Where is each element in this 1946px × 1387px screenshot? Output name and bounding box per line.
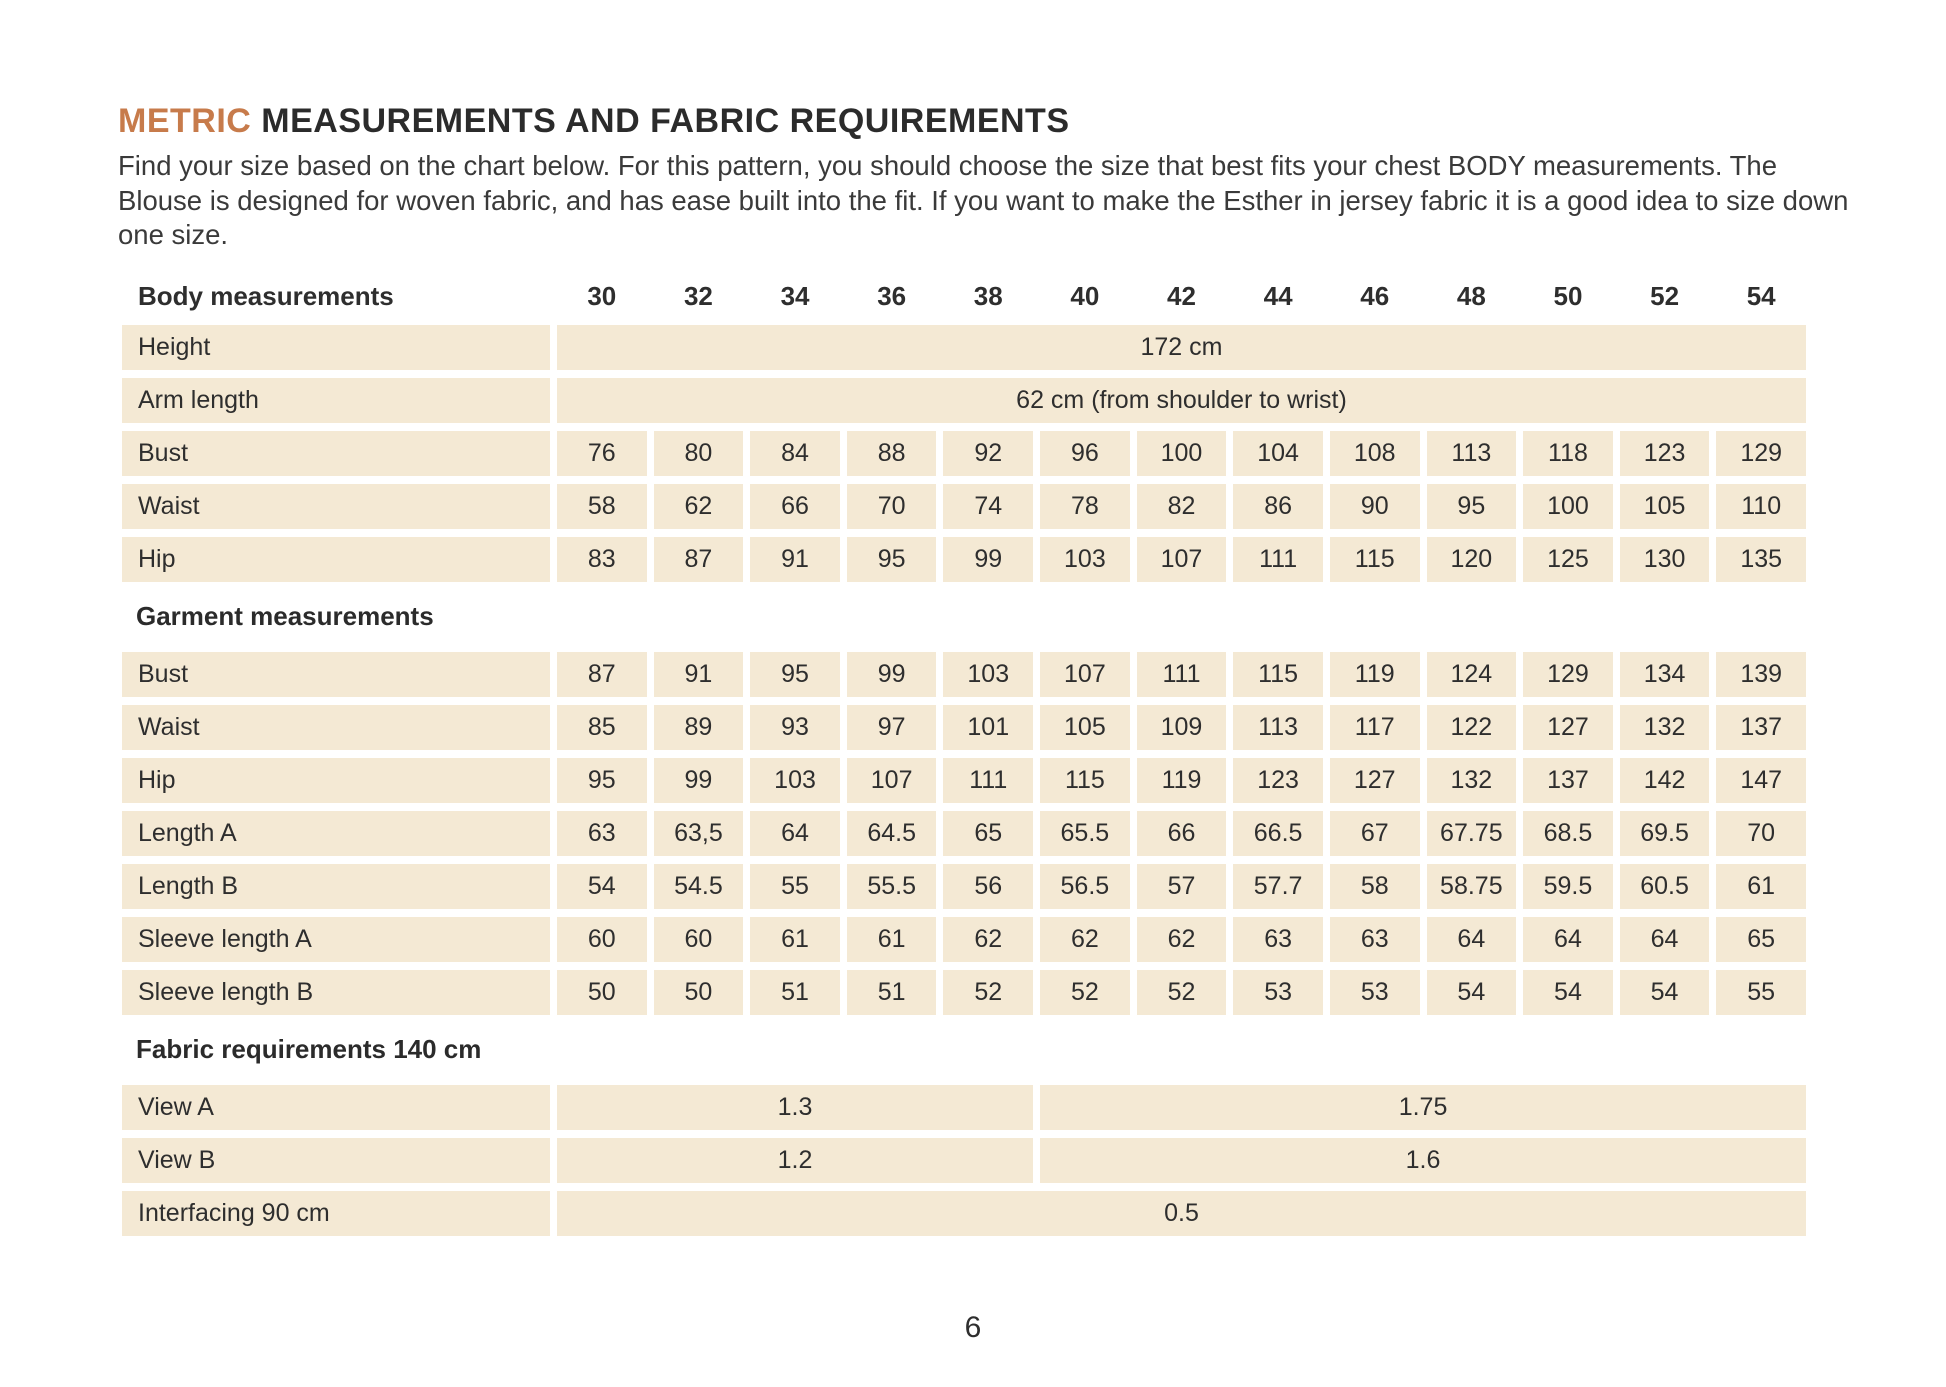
value-cell: 115 [1040,758,1130,803]
value-cell: 87 [654,537,744,582]
row-label: Interfacing 90 cm [122,1191,550,1236]
value-cell: 89 [654,705,744,750]
value-cell: 59.5 [1523,864,1613,909]
value-cell: 132 [1427,758,1517,803]
value-cell: 68.5 [1523,811,1613,856]
row-label: View B [122,1138,550,1183]
size-header-cell: 54 [1746,281,1776,311]
section-header: Garment measurements [136,601,434,631]
value-cell: 58.75 [1427,864,1517,909]
value-cell: 117 [1330,705,1420,750]
row-label: Sleeve length B [122,970,550,1015]
row-label: Waist [122,484,550,529]
value-cell: 91 [654,652,744,697]
value-cell: 86 [1233,484,1323,529]
value-cell: 96 [1040,431,1130,476]
value-cell: 54 [1427,970,1517,1015]
value-cell: 101 [943,705,1033,750]
size-header-cell: 50 [1553,281,1583,311]
size-header-cell: 40 [1070,281,1100,311]
value-cell: 65.5 [1040,811,1130,856]
value-cell: 54 [1620,970,1710,1015]
value-cell: 93 [750,705,840,750]
value-cell: 95 [750,652,840,697]
row-label: Sleeve length A [122,917,550,962]
value-cell: 51 [847,970,937,1015]
value-cell: 107 [1040,652,1130,697]
value-cell: 67 [1330,811,1420,856]
value-cell: 82 [1137,484,1227,529]
size-header-cell: 36 [877,281,907,311]
size-header-cell: 30 [587,281,617,311]
value-cell: 61 [847,917,937,962]
value-cell-span: 0.5 [557,1191,1806,1236]
value-cell: 139 [1716,652,1806,697]
value-cell: 66.5 [1233,811,1323,856]
value-cell: 70 [1716,811,1806,856]
value-cell: 52 [943,970,1033,1015]
size-header-cell: 42 [1167,281,1196,311]
row-label: Height [122,325,550,370]
value-cell: 61 [750,917,840,962]
value-cell: 69.5 [1620,811,1710,856]
value-cell: 83 [557,537,647,582]
value-cell: 85 [557,705,647,750]
value-cell-span: 62 cm (from shoulder to wrist) [557,378,1806,423]
size-header-cell: 44 [1263,281,1293,311]
value-cell: 107 [847,758,937,803]
value-cell-group: 1.6 [1040,1138,1806,1183]
value-cell: 120 [1427,537,1517,582]
value-cell: 137 [1523,758,1613,803]
value-cell: 130 [1620,537,1710,582]
value-cell: 91 [750,537,840,582]
value-cell: 127 [1523,705,1613,750]
value-cell: 58 [1330,864,1420,909]
value-cell: 57 [1137,864,1227,909]
size-header-cell: 38 [973,281,1003,311]
value-cell: 111 [1137,652,1227,697]
value-cell: 57.7 [1233,864,1323,909]
row-label: Bust [122,431,550,476]
value-cell: 55 [1716,970,1806,1015]
value-cell: 129 [1523,652,1613,697]
value-cell: 58 [557,484,647,529]
value-cell: 111 [943,758,1033,803]
row-label: Length A [122,811,550,856]
section-header: Fabric requirements 140 cm [136,1034,482,1064]
value-cell: 55 [750,864,840,909]
value-cell: 134 [1620,652,1710,697]
value-cell: 62 [1040,917,1130,962]
value-cell: 103 [1040,537,1130,582]
page-title-rest: MEASUREMENTS AND FABRIC REQUIREMENTS [251,102,1070,140]
value-cell-span: 172 cm [557,325,1806,370]
value-cell: 125 [1523,537,1613,582]
value-cell: 124 [1427,652,1517,697]
value-cell: 80 [654,431,744,476]
value-cell: 51 [750,970,840,1015]
row-label: Length B [122,864,550,909]
size-header-cell: 32 [683,281,713,311]
value-cell: 63,5 [654,811,744,856]
value-cell: 115 [1330,537,1420,582]
size-header-cell: 52 [1650,281,1680,311]
value-cell: 119 [1137,758,1227,803]
value-cell: 132 [1620,705,1710,750]
row-label: Arm length [122,378,550,423]
value-cell: 78 [1040,484,1130,529]
value-cell: 111 [1233,537,1323,582]
value-cell: 61 [1716,864,1806,909]
value-cell: 115 [1233,652,1323,697]
value-cell: 66 [750,484,840,529]
value-cell: 52 [1137,970,1227,1015]
value-cell-group: 1.2 [557,1138,1033,1183]
value-cell: 54.5 [654,864,744,909]
measurement-table [122,277,1806,1236]
value-cell: 95 [1427,484,1517,529]
value-cell: 64.5 [847,811,937,856]
page-title-accent: METRIC [118,102,252,140]
value-cell: 147 [1716,758,1806,803]
value-cell: 60 [557,917,647,962]
row-label: Hip [122,537,550,582]
value-cell-group: 1.3 [557,1085,1033,1130]
value-cell: 99 [847,652,937,697]
value-cell: 103 [943,652,1033,697]
value-cell: 113 [1233,705,1323,750]
value-cell: 105 [1040,705,1130,750]
value-cell: 88 [847,431,937,476]
value-cell: 118 [1523,431,1613,476]
value-cell: 56.5 [1040,864,1130,909]
value-cell: 104 [1233,431,1323,476]
page-title [118,102,1946,141]
value-cell: 137 [1716,705,1806,750]
value-cell-group: 1.75 [1040,1085,1806,1130]
value-cell: 95 [557,758,647,803]
value-cell: 62 [654,484,744,529]
value-cell: 113 [1427,431,1517,476]
value-cell: 123 [1620,431,1710,476]
value-cell: 110 [1716,484,1806,529]
value-cell: 50 [557,970,647,1015]
value-cell: 76 [557,431,647,476]
value-cell: 54 [557,864,647,909]
value-cell: 60.5 [1620,864,1710,909]
value-cell: 142 [1620,758,1710,803]
value-cell: 129 [1716,431,1806,476]
value-cell: 95 [847,537,937,582]
row-label: Waist [122,705,550,750]
value-cell: 92 [943,431,1033,476]
value-cell: 50 [654,970,744,1015]
value-cell: 108 [1330,431,1420,476]
value-cell: 66 [1137,811,1227,856]
value-cell: 90 [1330,484,1420,529]
value-cell: 64 [750,811,840,856]
intro-text: Find your size based on the chart below. For this pattern, you should choose the size that best fits your chest BODY measurements. The Blouse is designed for woven fabric, and has ease built into the fit. If you want to make the Esther in jersey fabric it is a good idea to size down one size. [118,150,1849,250]
value-cell: 105 [1620,484,1710,529]
value-cell: 53 [1330,970,1420,1015]
table-header-label: Body measurements [138,281,394,311]
value-cell: 65 [1716,917,1806,962]
value-cell: 55.5 [847,864,937,909]
row-label: Bust [122,652,550,697]
value-cell: 63 [557,811,647,856]
value-cell: 100 [1523,484,1613,529]
value-cell: 64 [1427,917,1517,962]
size-header-cell: 48 [1456,281,1486,311]
value-cell: 70 [847,484,937,529]
value-cell: 100 [1137,431,1227,476]
value-cell: 123 [1233,758,1323,803]
page-number: 6 [964,1311,982,1344]
value-cell: 122 [1427,705,1517,750]
value-cell: 56 [943,864,1033,909]
value-cell: 127 [1330,758,1420,803]
row-label: View A [122,1085,550,1130]
value-cell: 103 [750,758,840,803]
value-cell: 74 [943,484,1033,529]
value-cell: 53 [1233,970,1323,1015]
value-cell: 64 [1620,917,1710,962]
value-cell: 135 [1716,537,1806,582]
value-cell: 107 [1137,537,1227,582]
size-header-cell: 34 [780,281,810,311]
value-cell: 62 [1137,917,1227,962]
value-cell: 87 [557,652,647,697]
row-label: Hip [122,758,550,803]
value-cell: 60 [654,917,744,962]
value-cell: 65 [943,811,1033,856]
value-cell: 99 [654,758,744,803]
value-cell: 84 [750,431,840,476]
value-cell: 64 [1523,917,1613,962]
value-cell: 63 [1330,917,1420,962]
value-cell: 52 [1040,970,1130,1015]
value-cell: 99 [943,537,1033,582]
value-cell: 63 [1233,917,1323,962]
value-cell: 67.75 [1427,811,1517,856]
value-cell: 54 [1523,970,1613,1015]
size-header-cell: 46 [1360,281,1390,311]
value-cell: 62 [943,917,1033,962]
value-cell: 97 [847,705,937,750]
value-cell: 109 [1137,705,1227,750]
value-cell: 119 [1330,652,1420,697]
